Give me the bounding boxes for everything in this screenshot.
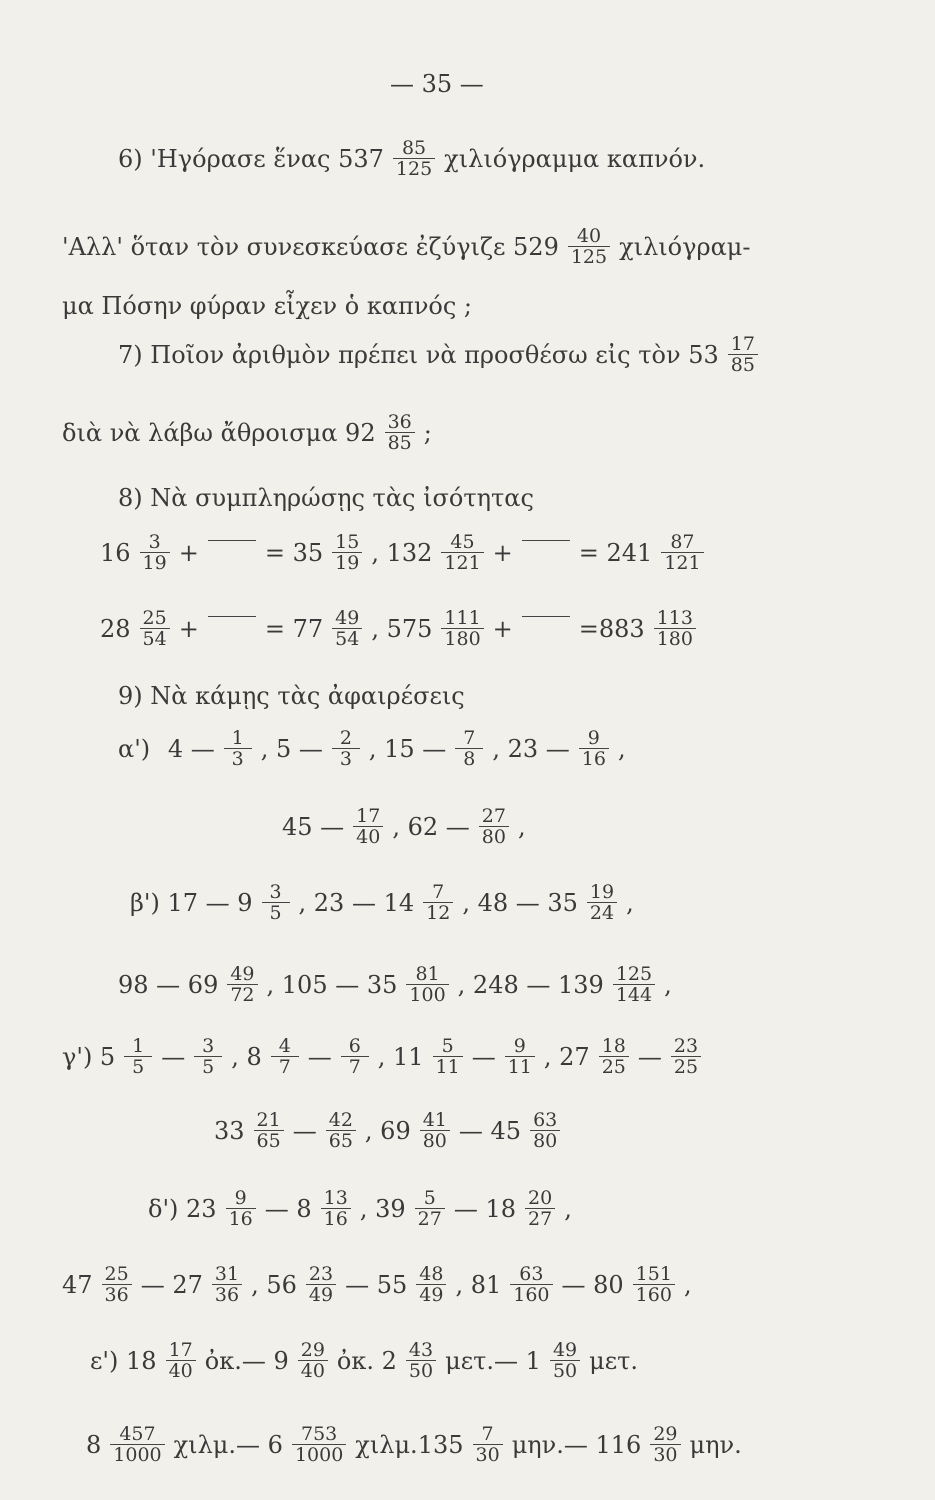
numerator: 23 bbox=[308, 1263, 334, 1285]
text: , 132 bbox=[371, 538, 433, 567]
page-number: — 35 — bbox=[390, 70, 484, 98]
numerator: 25 bbox=[104, 1263, 129, 1285]
denominator: 7 bbox=[341, 1056, 369, 1077]
text: + bbox=[178, 538, 199, 567]
text: χιλμ.135 bbox=[355, 1430, 464, 1459]
fraction bbox=[262, 882, 290, 923]
fraction bbox=[613, 964, 655, 1005]
text: ὀκ.— 9 bbox=[204, 1346, 289, 1375]
text: , 11 bbox=[377, 1042, 424, 1071]
fraction bbox=[406, 1340, 436, 1381]
fraction bbox=[102, 1264, 132, 1305]
numerator: 29 bbox=[300, 1339, 325, 1361]
text: μην. bbox=[689, 1430, 742, 1459]
fraction bbox=[455, 728, 483, 769]
text: — 45 bbox=[458, 1116, 522, 1145]
numerator: 45 bbox=[450, 531, 475, 553]
numerator: 49 bbox=[335, 607, 360, 629]
denominator: 19 bbox=[140, 552, 170, 573]
problem-9-gamma-row-2 bbox=[214, 1110, 564, 1151]
text: — 55 bbox=[345, 1270, 408, 1299]
text: 7) Ποῖον ἀριθμὸν πρέπει νὰ προσθέσω εἰς τὸν 53 bbox=[118, 340, 719, 369]
problem-9-epsilon-row-2 bbox=[86, 1424, 742, 1465]
fraction bbox=[525, 1188, 555, 1229]
text: χιλιόγραμμα καπνόν. bbox=[444, 144, 706, 173]
denominator: 125 bbox=[568, 246, 610, 267]
text: 98 — 69 bbox=[118, 970, 219, 999]
fraction bbox=[227, 964, 257, 1005]
blank-line bbox=[522, 540, 570, 541]
fraction bbox=[654, 608, 696, 649]
fraction bbox=[212, 1264, 242, 1305]
fraction bbox=[587, 882, 617, 923]
text: — 18 bbox=[453, 1194, 517, 1223]
fraction bbox=[140, 608, 170, 649]
fraction bbox=[194, 1036, 222, 1077]
numerator: 49 bbox=[230, 963, 255, 985]
numerator: 17 bbox=[730, 333, 755, 355]
denominator: 16 bbox=[579, 748, 609, 769]
text: , 23 — 14 bbox=[298, 888, 415, 917]
text: — 8 bbox=[264, 1194, 312, 1223]
denominator: 80 bbox=[479, 826, 509, 847]
fraction bbox=[166, 1340, 196, 1381]
problem-7-line-1 bbox=[118, 334, 762, 375]
text: — bbox=[471, 1042, 496, 1071]
numerator: 3 bbox=[148, 531, 161, 553]
denominator: 54 bbox=[332, 628, 362, 649]
denominator: 49 bbox=[416, 1284, 446, 1305]
fraction bbox=[505, 1036, 535, 1077]
blank-line bbox=[208, 616, 256, 617]
denominator: 3 bbox=[224, 748, 252, 769]
denominator: 3 bbox=[332, 748, 360, 769]
fraction bbox=[271, 1036, 299, 1077]
denominator: 40 bbox=[166, 1360, 196, 1381]
denominator: 5 bbox=[262, 902, 290, 923]
text: , 248 — 139 bbox=[457, 970, 604, 999]
denominator: 30 bbox=[650, 1444, 680, 1465]
text: — 80 bbox=[561, 1270, 624, 1299]
text: , 81 bbox=[455, 1270, 502, 1299]
text: 4 — bbox=[167, 734, 215, 763]
numerator: 85 bbox=[401, 137, 427, 159]
text: , bbox=[683, 1270, 692, 1299]
numerator: 13 bbox=[323, 1187, 348, 1209]
text: = 241 bbox=[578, 538, 653, 567]
problem-9-delta-row-2 bbox=[62, 1264, 692, 1305]
denominator: 40 bbox=[353, 826, 383, 847]
problem-8-row-1 bbox=[100, 532, 708, 573]
denominator: 11 bbox=[505, 1056, 535, 1077]
text: , 23 — bbox=[492, 734, 570, 763]
numerator: 19 bbox=[589, 881, 615, 903]
denominator: 40 bbox=[298, 1360, 328, 1381]
problem-6-line-3: μα Πόσην φύραν εἶχεν ὁ καπνός ; bbox=[62, 292, 473, 320]
text: 47 bbox=[62, 1270, 93, 1299]
numerator: 6 bbox=[348, 1035, 361, 1057]
problem-9-title: 9) Νὰ κάμῃς τὰς ἀφαιρέσεις bbox=[118, 682, 465, 710]
fraction bbox=[140, 532, 170, 573]
numerator: 113 bbox=[656, 607, 693, 629]
problem-9-gamma-row-1 bbox=[62, 1036, 705, 1077]
text: + bbox=[492, 614, 513, 643]
fraction bbox=[599, 1036, 629, 1077]
problem-9-beta-row-2 bbox=[118, 964, 672, 1005]
numerator: 27 bbox=[481, 805, 506, 827]
denominator: 16 bbox=[321, 1208, 351, 1229]
numerator: 23 bbox=[673, 1035, 699, 1057]
numerator: 49 bbox=[552, 1339, 578, 1361]
numerator: 41 bbox=[422, 1109, 447, 1131]
problem-9-beta-row-1 bbox=[130, 882, 634, 923]
denominator: 85 bbox=[385, 432, 415, 453]
numerator: 15 bbox=[335, 531, 360, 553]
fraction bbox=[332, 608, 362, 649]
denominator: 180 bbox=[441, 628, 483, 649]
numerator: 1 bbox=[231, 727, 244, 749]
denominator: 125 bbox=[393, 158, 435, 179]
fraction bbox=[415, 1188, 445, 1229]
denominator: 27 bbox=[525, 1208, 555, 1229]
denominator: 144 bbox=[613, 984, 655, 1005]
fraction bbox=[124, 1036, 152, 1077]
text: α') bbox=[118, 734, 151, 763]
fraction bbox=[420, 1110, 450, 1151]
fraction bbox=[393, 138, 435, 179]
text: , 575 bbox=[371, 614, 433, 643]
text: , bbox=[564, 1194, 572, 1223]
fraction bbox=[568, 226, 610, 267]
denominator: 5 bbox=[194, 1056, 222, 1077]
text: = 77 bbox=[264, 614, 324, 643]
denominator: 36 bbox=[212, 1284, 242, 1305]
numerator: 48 bbox=[419, 1263, 444, 1285]
numerator: 151 bbox=[635, 1263, 672, 1285]
fraction bbox=[416, 1264, 446, 1305]
denominator: 54 bbox=[140, 628, 170, 649]
text: =883 bbox=[578, 614, 645, 643]
numerator: 20 bbox=[528, 1187, 553, 1209]
numerator: 42 bbox=[328, 1109, 353, 1131]
text: μετ.— 1 bbox=[445, 1346, 541, 1375]
text: 8 bbox=[86, 1430, 102, 1459]
text: , 15 — bbox=[368, 734, 447, 763]
fraction bbox=[473, 1424, 503, 1465]
denominator: 25 bbox=[599, 1056, 629, 1077]
text: , bbox=[517, 812, 526, 841]
denominator: 160 bbox=[510, 1284, 552, 1305]
numerator: 36 bbox=[387, 411, 412, 433]
denominator: 7 bbox=[271, 1056, 299, 1077]
denominator: 11 bbox=[433, 1056, 463, 1077]
denominator: 25 bbox=[671, 1056, 701, 1077]
text: γ') 5 bbox=[62, 1042, 116, 1071]
denominator: 121 bbox=[661, 552, 703, 573]
blank-line bbox=[208, 540, 256, 541]
problem-9-alpha-row-2 bbox=[282, 806, 526, 847]
denominator: 85 bbox=[728, 354, 758, 375]
text: 'Αλλ' ὅταν τὸν συνεσκεύασε ἐζύγιζε 529 bbox=[62, 232, 559, 261]
numerator: 4 bbox=[278, 1035, 291, 1057]
fraction bbox=[530, 1110, 560, 1151]
fraction bbox=[332, 532, 362, 573]
text: β') 17 — 9 bbox=[130, 888, 253, 917]
numerator: 40 bbox=[576, 225, 602, 247]
fraction bbox=[671, 1036, 701, 1077]
denominator: 65 bbox=[254, 1130, 284, 1151]
denominator: 100 bbox=[406, 984, 448, 1005]
denominator: 1000 bbox=[292, 1444, 346, 1465]
denominator: 160 bbox=[633, 1284, 675, 1305]
fraction bbox=[353, 806, 383, 847]
denominator: 50 bbox=[550, 1360, 580, 1381]
fraction bbox=[728, 334, 758, 375]
problem-9-delta-row-1 bbox=[148, 1188, 572, 1229]
text: 45 — bbox=[282, 812, 345, 841]
numerator: 29 bbox=[653, 1423, 678, 1445]
text: — bbox=[637, 1042, 662, 1071]
numerator: 43 bbox=[408, 1339, 434, 1361]
text: — 27 bbox=[140, 1270, 203, 1299]
denominator: 50 bbox=[406, 1360, 436, 1381]
fraction bbox=[441, 532, 483, 573]
numerator: 3 bbox=[269, 881, 282, 903]
text: 6) 'Ηγόρασε ἕνας 537 bbox=[118, 144, 384, 173]
text: διὰ νὰ λάβω ἄθροισμα 92 bbox=[62, 418, 376, 447]
fraction bbox=[326, 1110, 356, 1151]
text: + bbox=[492, 538, 513, 567]
fraction bbox=[332, 728, 360, 769]
text: χιλιόγραμ- bbox=[619, 232, 751, 261]
text: , 56 bbox=[251, 1270, 297, 1299]
numerator: 25 bbox=[142, 607, 167, 629]
numerator: 63 bbox=[519, 1263, 544, 1285]
denominator: 49 bbox=[306, 1284, 336, 1305]
text: ὀκ. 2 bbox=[336, 1346, 397, 1375]
text: 16 bbox=[100, 538, 131, 567]
numerator: 17 bbox=[356, 805, 381, 827]
denominator: 180 bbox=[654, 628, 696, 649]
denominator: 19 bbox=[332, 552, 362, 573]
numerator: 21 bbox=[256, 1109, 281, 1131]
numerator: 9 bbox=[513, 1035, 526, 1057]
text: , 27 bbox=[543, 1042, 590, 1071]
numerator: 5 bbox=[441, 1035, 454, 1057]
numerator: 1 bbox=[132, 1035, 145, 1057]
numerator: 81 bbox=[415, 963, 440, 985]
fraction bbox=[292, 1424, 346, 1465]
fraction bbox=[306, 1264, 336, 1305]
fraction bbox=[406, 964, 448, 1005]
denominator: 24 bbox=[587, 902, 617, 923]
text: χιλμ.— 6 bbox=[173, 1430, 283, 1459]
denominator: 72 bbox=[227, 984, 257, 1005]
numerator: 753 bbox=[300, 1423, 338, 1445]
text: — bbox=[292, 1116, 317, 1145]
text: , 105 — 35 bbox=[266, 970, 398, 999]
text: , bbox=[664, 970, 672, 999]
numerator: 87 bbox=[670, 531, 695, 553]
fraction bbox=[110, 1424, 164, 1465]
numerator: 457 bbox=[119, 1423, 156, 1445]
blank-line bbox=[522, 616, 570, 617]
numerator: 125 bbox=[615, 963, 653, 985]
fraction bbox=[226, 1188, 256, 1229]
numerator: 7 bbox=[481, 1423, 494, 1445]
problem-9-alpha-row-1 bbox=[118, 728, 626, 769]
fraction bbox=[633, 1264, 675, 1305]
text: , 39 bbox=[359, 1194, 406, 1223]
text: — bbox=[161, 1042, 186, 1071]
denominator: 30 bbox=[473, 1444, 503, 1465]
fraction bbox=[550, 1340, 580, 1381]
text: μετ. bbox=[589, 1346, 639, 1375]
denominator: 65 bbox=[326, 1130, 356, 1151]
fraction bbox=[441, 608, 483, 649]
fraction bbox=[224, 728, 252, 769]
denominator: 80 bbox=[530, 1130, 560, 1151]
fraction bbox=[254, 1110, 284, 1151]
text: + bbox=[178, 614, 199, 643]
text: , 69 bbox=[364, 1116, 411, 1145]
text: δ') 23 bbox=[148, 1194, 217, 1223]
text: 28 bbox=[100, 614, 131, 643]
problem-6-line-1 bbox=[118, 138, 705, 179]
fraction bbox=[341, 1036, 369, 1077]
numerator: 9 bbox=[234, 1187, 247, 1209]
fraction bbox=[385, 412, 415, 453]
numerator: 9 bbox=[587, 727, 600, 749]
text: , 62 — bbox=[392, 812, 470, 841]
fraction bbox=[661, 532, 703, 573]
fraction bbox=[433, 1036, 463, 1077]
fraction bbox=[423, 882, 453, 923]
fraction bbox=[510, 1264, 552, 1305]
text: ε') 18 bbox=[90, 1346, 157, 1375]
numerator: 7 bbox=[432, 881, 445, 903]
problem-8-title: 8) Νὰ συμπληρώσῃς τὰς ἰσότητας bbox=[118, 484, 534, 512]
numerator: 2 bbox=[339, 727, 352, 749]
text: , 48 — 35 bbox=[462, 888, 578, 917]
fraction bbox=[479, 806, 509, 847]
text: , 5 — bbox=[260, 734, 323, 763]
text: μην.— 116 bbox=[511, 1430, 642, 1459]
fraction bbox=[298, 1340, 328, 1381]
numerator: 17 bbox=[168, 1339, 193, 1361]
text: , bbox=[626, 888, 634, 917]
text: , bbox=[617, 734, 626, 763]
problem-8-row-2 bbox=[100, 608, 700, 649]
denominator: 5 bbox=[124, 1056, 152, 1077]
denominator: 36 bbox=[102, 1284, 132, 1305]
text: , 8 bbox=[231, 1042, 262, 1071]
fraction bbox=[579, 728, 609, 769]
problem-9-epsilon-row-1 bbox=[90, 1340, 638, 1381]
denominator: 12 bbox=[423, 902, 453, 923]
problem-7-line-2 bbox=[62, 412, 432, 453]
denominator: 16 bbox=[226, 1208, 256, 1229]
numerator: 3 bbox=[202, 1035, 215, 1057]
denominator: 80 bbox=[420, 1130, 450, 1151]
text: 33 bbox=[214, 1116, 245, 1145]
numerator: 5 bbox=[423, 1187, 436, 1209]
text: ; bbox=[423, 418, 432, 447]
fraction bbox=[321, 1188, 351, 1229]
denominator: 1000 bbox=[110, 1444, 164, 1465]
denominator: 8 bbox=[455, 748, 483, 769]
text: — bbox=[307, 1042, 332, 1071]
denominator: 121 bbox=[441, 552, 483, 573]
fraction bbox=[650, 1424, 680, 1465]
numerator: 63 bbox=[533, 1109, 558, 1131]
text: = 35 bbox=[264, 538, 324, 567]
numerator: 111 bbox=[444, 607, 481, 629]
numerator: 18 bbox=[601, 1035, 626, 1057]
numerator: 31 bbox=[214, 1263, 240, 1285]
numerator: 7 bbox=[463, 727, 476, 749]
problem-6-line-2 bbox=[62, 226, 751, 267]
denominator: 27 bbox=[415, 1208, 445, 1229]
